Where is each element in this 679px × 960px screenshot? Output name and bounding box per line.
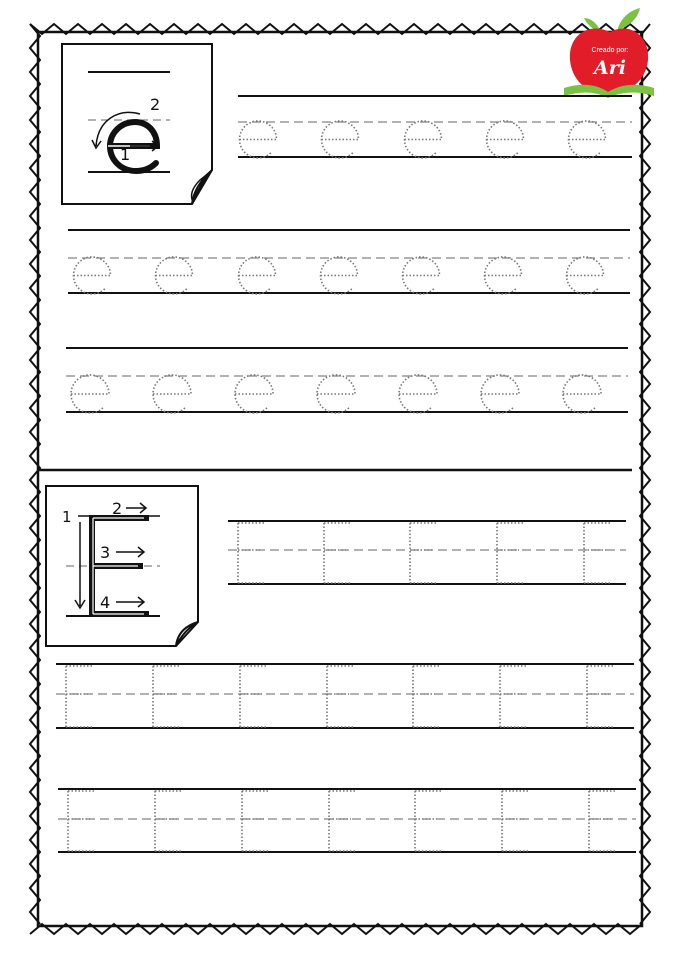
stroke-number: 2 — [150, 95, 161, 114]
traceable-letter-e[interactable] — [240, 121, 277, 158]
uppercase-model-card — [46, 486, 198, 646]
traceable-letter-E[interactable] — [155, 791, 181, 851]
traceable-letter-e[interactable] — [322, 121, 359, 158]
traceable-letter-E[interactable] — [500, 666, 526, 727]
traceable-letter-E[interactable] — [497, 523, 523, 583]
traceable-letter-e[interactable] — [156, 257, 193, 294]
lowercase-model-card — [62, 44, 212, 204]
traceable-letter-e[interactable] — [405, 121, 442, 158]
practice-row-lowercase-3 — [66, 348, 628, 413]
traceable-letter-e[interactable] — [481, 375, 519, 413]
practice-row-uppercase-2 — [56, 664, 634, 728]
traceable-letter-e[interactable] — [235, 375, 273, 413]
traceable-letter-E[interactable] — [413, 666, 439, 727]
traceable-letter-E[interactable] — [410, 523, 436, 583]
traceable-letter-E[interactable] — [324, 523, 350, 583]
practice-row-uppercase-3 — [58, 789, 636, 852]
traceable-letter-E[interactable] — [587, 666, 613, 727]
traceable-letter-e[interactable] — [567, 257, 604, 294]
traceable-letter-e[interactable] — [317, 375, 355, 413]
traceable-letter-e[interactable] — [239, 257, 276, 294]
traceable-letter-E[interactable] — [584, 523, 610, 583]
traceable-letter-e[interactable] — [487, 121, 524, 158]
traceable-letter-e[interactable] — [153, 375, 191, 413]
practice-row-uppercase-1 — [228, 521, 626, 584]
traceable-letter-e[interactable] — [485, 257, 522, 294]
traceable-letter-E[interactable] — [327, 666, 353, 727]
traceable-letter-E[interactable] — [240, 666, 266, 727]
traceable-letter-e[interactable] — [321, 257, 358, 294]
traceable-letter-E[interactable] — [329, 791, 355, 851]
traceable-letter-e[interactable] — [403, 257, 440, 294]
stroke-number: 2 — [112, 499, 123, 518]
logo-credit: Creado por: — [591, 47, 629, 54]
traceable-letter-e[interactable] — [569, 121, 606, 158]
leaf-icon — [618, 8, 640, 30]
traceable-letter-E[interactable] — [68, 791, 94, 851]
traceable-letter-E[interactable] — [153, 666, 179, 727]
practice-row-lowercase-1 — [238, 96, 632, 158]
traceable-letter-e[interactable] — [71, 375, 109, 413]
traceable-letter-E[interactable] — [242, 791, 268, 851]
traceable-letter-e[interactable] — [399, 375, 437, 413]
stroke-number: 3 — [100, 543, 111, 562]
traceable-letter-e[interactable] — [563, 375, 601, 413]
stroke-number: 1 — [62, 508, 72, 526]
traceable-letter-e[interactable] — [74, 257, 111, 294]
traceable-letter-E[interactable] — [502, 791, 528, 851]
practice-row-lowercase-2 — [68, 230, 630, 294]
logo-name: Ari — [594, 57, 626, 79]
traceable-letter-E[interactable] — [238, 523, 264, 583]
stroke-number: 1 — [120, 145, 131, 164]
traceable-letter-E[interactable] — [415, 791, 441, 851]
stroke-number: 4 — [100, 593, 111, 612]
traceable-letter-E[interactable] — [589, 791, 615, 851]
traceable-letter-E[interactable] — [66, 666, 92, 727]
practice-rows — [56, 96, 636, 852]
